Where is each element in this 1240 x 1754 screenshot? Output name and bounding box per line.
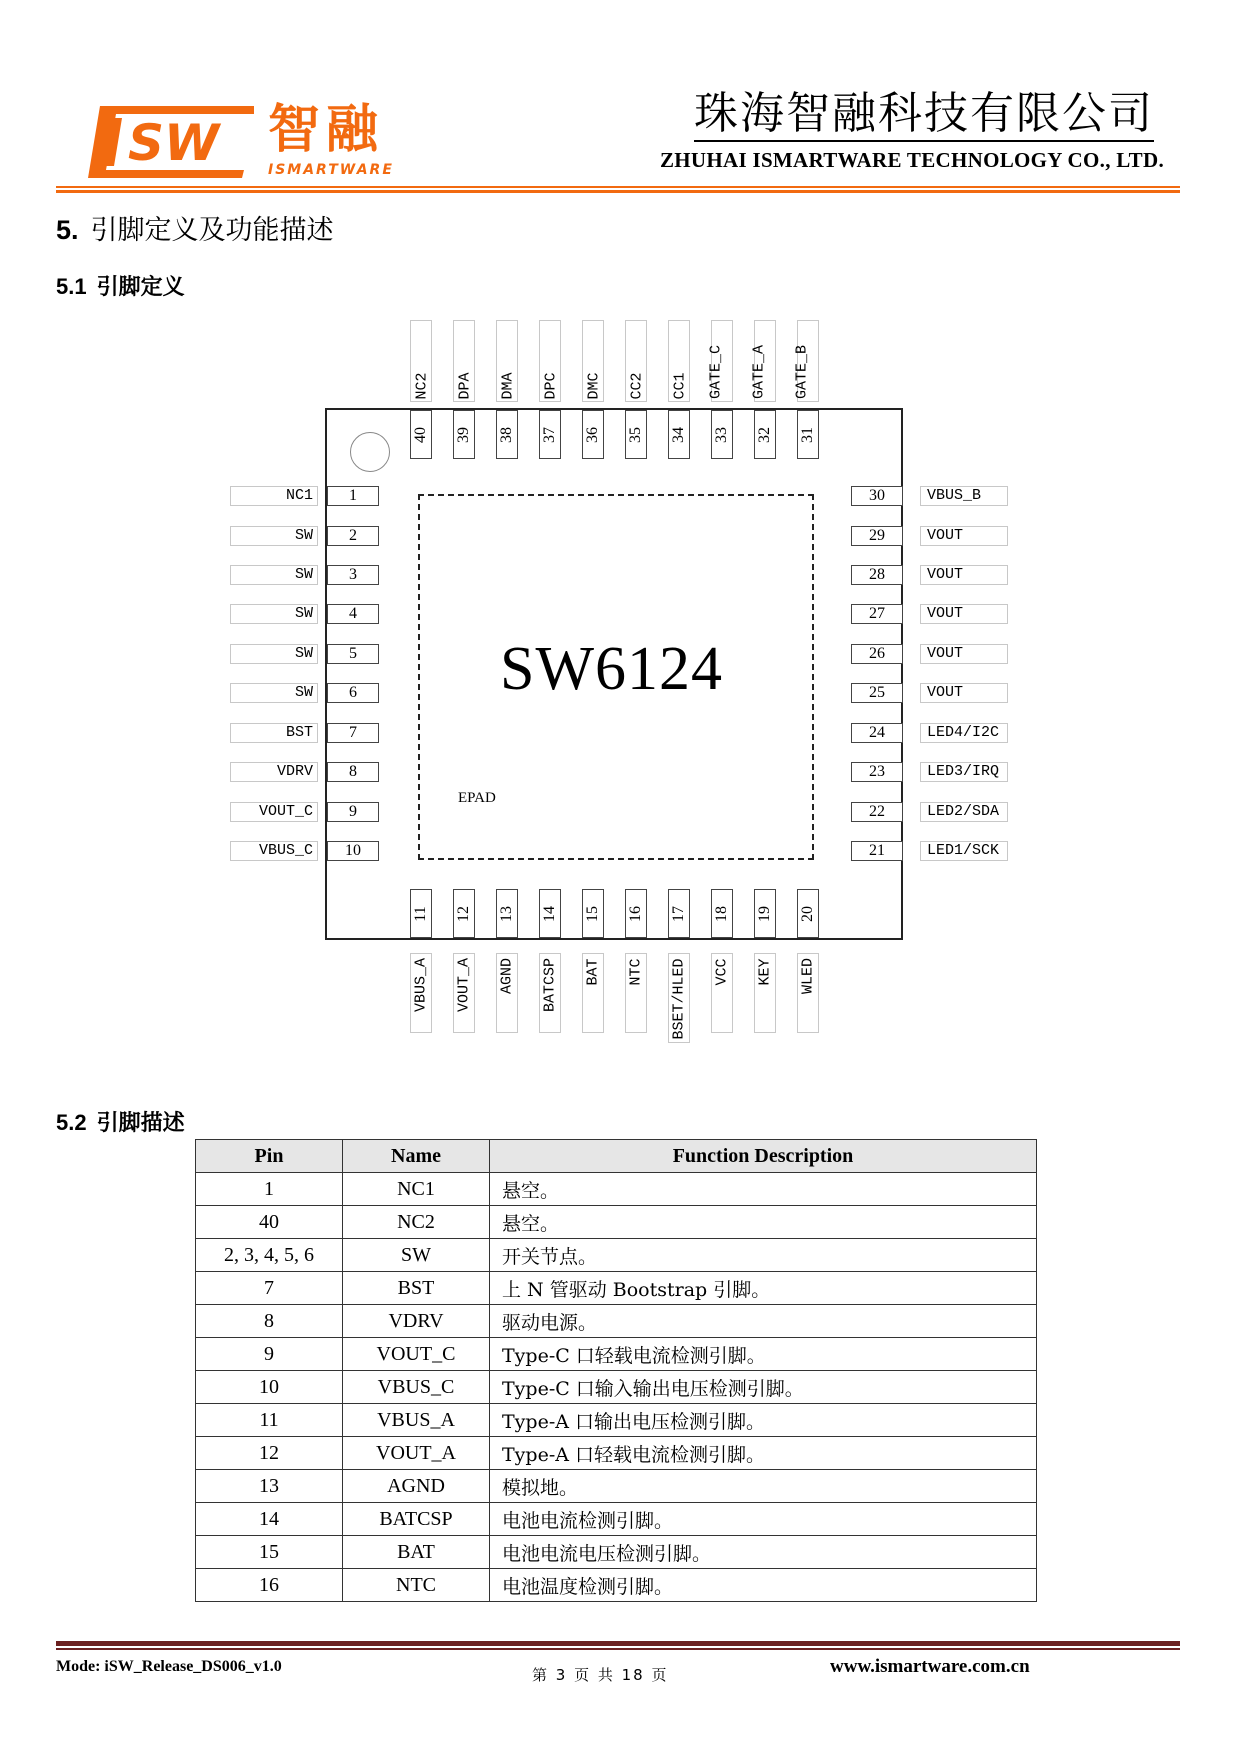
cell-pin: 16 (196, 1569, 343, 1602)
cell-description: Type-A 口输出电压检测引脚。 (490, 1404, 1037, 1437)
pin-number-box (711, 410, 733, 459)
pin-number-box (496, 889, 518, 938)
pin-number-text: 16 (627, 905, 644, 922)
subsection-heading-pin-definition (56, 270, 185, 301)
pin-name-label: SW (230, 526, 318, 546)
pin-number-text: 13 (498, 905, 515, 922)
pin-name-label (707, 320, 733, 402)
pin-number-box (668, 410, 690, 459)
pin-name-label: LED1/SCK (920, 841, 1008, 861)
table-row (196, 1503, 1037, 1536)
pin-number-text: 18 (713, 905, 730, 922)
company-name-english: ZHUHAI ISMARTWARE TECHNOLOGY CO., LTD. (659, 148, 1164, 172)
cell-pin: 9 (196, 1338, 343, 1371)
table-row (196, 1272, 1037, 1305)
subsection-number: 5.2 (56, 1110, 87, 1135)
pin-name-label: LED3/IRQ (920, 762, 1008, 782)
table-header-row (196, 1140, 1037, 1173)
pin-number-box: 24 (851, 723, 903, 743)
pin-name-label: VBUS_C (230, 841, 318, 861)
column-header-function: Function Description (490, 1140, 1037, 1173)
pin-name-label: LED4/I2C (920, 723, 1008, 743)
cell-description: 上 N 管驱动 Bootstrap 引脚。 (490, 1272, 1037, 1305)
column-header-pin: Pin (196, 1140, 343, 1173)
pin-number-box: 4 (327, 604, 379, 624)
pin-number-box (496, 410, 518, 459)
pin-name-label (668, 320, 690, 402)
cell-name: SW (343, 1239, 490, 1272)
cell-name: VOUT_C (343, 1338, 490, 1371)
pin-name-label: SW (230, 644, 318, 664)
pin-number-box: 5 (327, 644, 379, 664)
cell-description: 悬空。 (490, 1173, 1037, 1206)
pin-number-box: 29 (851, 526, 903, 546)
table-row (196, 1536, 1037, 1569)
pin-description-table (195, 1139, 1037, 1602)
cell-name: NTC (343, 1569, 490, 1602)
pin-name-label: VDRV (230, 762, 318, 782)
table-row (196, 1173, 1037, 1206)
cell-description: 悬空。 (490, 1206, 1037, 1239)
pin-number-box (410, 410, 432, 459)
table-row (196, 1305, 1037, 1338)
table-row (196, 1437, 1037, 1470)
pin-name-text: VCC (713, 957, 731, 986)
cell-pin: 14 (196, 1503, 343, 1536)
pin-name-text: DMA (499, 371, 517, 400)
website-link[interactable]: www.ismartware.com.cn (830, 1656, 1030, 1677)
pin-number-box: 8 (327, 762, 379, 782)
pin-name-text: NTC (627, 957, 645, 986)
pin-name-label (410, 953, 432, 1033)
header-rule-thick (56, 190, 1180, 193)
pin-name-label: LED2/SDA (920, 802, 1008, 822)
header-rule (56, 186, 1180, 188)
pin-number-box (797, 889, 819, 938)
cell-name: VBUS_C (343, 1371, 490, 1404)
pin-name-label: SW (230, 604, 318, 624)
subsection-title: 引脚定义 (96, 275, 185, 300)
table-row (196, 1404, 1037, 1437)
pin-number-box: 21 (851, 841, 903, 861)
pin-number-text: 37 (541, 426, 558, 443)
pin-name-label: VBUS_B (920, 486, 1008, 506)
pin-name-label (797, 953, 819, 1033)
cell-description: Type-C 口输入输出电压检测引脚。 (490, 1371, 1037, 1404)
cell-description: 驱动电源。 (490, 1305, 1037, 1338)
pin-number-box (711, 889, 733, 938)
pin-number-text: 20 (799, 905, 816, 922)
page-number: 第 3 页 共 18 页 (532, 1666, 669, 1684)
column-header-name: Name (343, 1140, 490, 1173)
pin-name-label (754, 953, 776, 1033)
pin-name-text: CC1 (671, 371, 689, 400)
pin-name-text: GATE_B (793, 344, 811, 400)
pin-name-label: BST (230, 723, 318, 743)
pin-name-label (625, 953, 647, 1033)
pin-name-label: NC1 (230, 486, 318, 506)
cell-pin: 8 (196, 1305, 343, 1338)
company-name-chinese: 珠海智融科技有限公司 (694, 88, 1154, 142)
pin-name-label: VOUT (920, 526, 1008, 546)
pin-number-box: 30 (851, 486, 903, 506)
table-row (196, 1470, 1037, 1503)
pin-number-box (453, 889, 475, 938)
pin-name-label: SW (230, 565, 318, 585)
cell-pin: 2, 3, 4, 5, 6 (196, 1239, 343, 1272)
pin-number-box: 10 (327, 841, 379, 861)
pin-name-label (793, 320, 819, 402)
pin-name-label (410, 320, 432, 402)
pin-number-box: 6 (327, 683, 379, 703)
subsection-title: 引脚描述 (96, 1111, 185, 1136)
pin-number-box: 27 (851, 604, 903, 624)
cell-name: BST (343, 1272, 490, 1305)
pin-name-label (582, 320, 604, 402)
cell-name: NC2 (343, 1206, 490, 1239)
cell-description: 电池温度检测引脚。 (490, 1569, 1037, 1602)
table-row (196, 1569, 1037, 1602)
table-row (196, 1338, 1037, 1371)
pin-number-box (797, 410, 819, 459)
pin-name-text: GATE_A (750, 344, 768, 400)
pin-name-label: VOUT (920, 644, 1008, 664)
pin-name-text: VOUT_A (455, 957, 473, 1013)
pin-number-box: 26 (851, 644, 903, 664)
pin-number-box (625, 889, 647, 938)
section-number: 5. (56, 215, 79, 245)
pin-number-text: 38 (498, 426, 515, 443)
pin-number-box: 23 (851, 762, 903, 782)
pin-name-label: VOUT_C (230, 802, 318, 822)
cell-name: VBUS_A (343, 1404, 490, 1437)
cell-description: 开关节点。 (490, 1239, 1037, 1272)
pin-number-box: 9 (327, 802, 379, 822)
pin-name-label (496, 320, 518, 402)
pin-number-box (453, 410, 475, 459)
pin-name-label (668, 953, 690, 1043)
cell-pin: 12 (196, 1437, 343, 1470)
pin-name-label (453, 953, 475, 1033)
cell-name: VDRV (343, 1305, 490, 1338)
cell-pin: 13 (196, 1470, 343, 1503)
pin-number-text: 32 (756, 426, 773, 443)
document-mode-label: Mode: iSW_Release_DS006_v1.0 (56, 1658, 282, 1675)
pin-name-label (625, 320, 647, 402)
cell-name: AGND (343, 1470, 490, 1503)
pin-name-label (539, 953, 561, 1033)
cell-name: BATCSP (343, 1503, 490, 1536)
pin-number-box (582, 889, 604, 938)
pin-name-text: CC2 (628, 371, 646, 400)
pin-name-text: GATE_C (707, 344, 725, 400)
cell-pin: 15 (196, 1536, 343, 1569)
pin-name-text: VBUS_A (412, 957, 430, 1013)
pin-number-box (668, 889, 690, 938)
pin-number-box (539, 410, 561, 459)
pin-number-text: 36 (584, 426, 601, 443)
cell-description: 电池电流电压检测引脚。 (490, 1536, 1037, 1569)
pin-name-label (582, 953, 604, 1033)
pin-number-text: 15 (584, 905, 601, 922)
cell-pin: 11 (196, 1404, 343, 1437)
pin-number-text: 11 (412, 905, 429, 922)
pin-name-label (711, 953, 733, 1033)
pin-name-text: DPA (456, 371, 474, 400)
pin-number-box: 3 (327, 565, 379, 585)
pin-name-text: AGND (498, 957, 516, 995)
subsection-heading-pin-description (56, 1106, 185, 1137)
footer-rule (56, 1648, 1180, 1650)
pin-name-text: DPC (542, 371, 560, 400)
cell-name: BAT (343, 1536, 490, 1569)
pin-number-text: 12 (455, 905, 472, 922)
pin-name-text: BSET/HLED (670, 957, 688, 1040)
logo-chinese-text: 智融 (268, 100, 385, 160)
cell-name: NC1 (343, 1173, 490, 1206)
cell-name: VOUT_A (343, 1437, 490, 1470)
pin-number-text: 33 (713, 426, 730, 443)
cell-pin: 40 (196, 1206, 343, 1239)
pin-number-text: 14 (541, 905, 558, 922)
pin-name-text: NC2 (413, 371, 431, 400)
pin-name-text: KEY (756, 957, 774, 986)
table-row (196, 1371, 1037, 1404)
pin-name-label: VOUT (920, 604, 1008, 624)
pin-name-text: BATCSP (541, 957, 559, 1013)
pin-number-text: 34 (670, 426, 687, 443)
company-logo-mark (86, 104, 256, 180)
pin-number-text: 17 (670, 905, 687, 922)
pin-number-box (625, 410, 647, 459)
logo-english-text: ISMARTWARE (268, 162, 394, 178)
isw-logo-icon (86, 104, 256, 180)
pin-name-label: VOUT (920, 683, 1008, 703)
pin-name-text: DMC (585, 371, 603, 400)
cell-pin: 1 (196, 1173, 343, 1206)
pin-number-text: 31 (799, 426, 816, 443)
cell-description: Type-C 口轻载电流检测引脚。 (490, 1338, 1037, 1371)
epad-label: EPAD (458, 790, 496, 806)
pin-number-box (539, 889, 561, 938)
cell-pin: 10 (196, 1371, 343, 1404)
pin-name-label (539, 320, 561, 402)
cell-description: 模拟地。 (490, 1470, 1037, 1503)
pin-number-text: 40 (412, 426, 429, 443)
pin-number-box: 7 (327, 723, 379, 743)
pin-name-label (453, 320, 475, 402)
part-number-label: SW6124 (500, 635, 723, 703)
pin-name-label (496, 953, 518, 1033)
pin-name-text: BAT (584, 957, 602, 986)
section-title: 引脚定义及功能描述 (90, 215, 334, 246)
pin-number-box (410, 889, 432, 938)
cell-pin: 7 (196, 1272, 343, 1305)
subsection-number: 5.1 (56, 274, 87, 299)
svg-text:SW: SW (128, 114, 220, 172)
pin-name-label: VOUT (920, 565, 1008, 585)
pin-name-label (750, 320, 776, 402)
cell-description: 电池电流检测引脚。 (490, 1503, 1037, 1536)
cell-description: Type-A 口轻载电流检测引脚。 (490, 1437, 1037, 1470)
section-heading (56, 208, 334, 247)
pin-name-label: SW (230, 683, 318, 703)
pin-number-box: 28 (851, 565, 903, 585)
pin-number-text: 19 (756, 905, 773, 922)
pin-number-box (754, 889, 776, 938)
pin-number-box: 25 (851, 683, 903, 703)
pin-name-text: WLED (799, 957, 817, 995)
pin-number-box (754, 410, 776, 459)
table-row (196, 1239, 1037, 1272)
pin1-indicator-circle (350, 432, 390, 472)
pin-number-text: 35 (627, 426, 644, 443)
pin-number-box: 2 (327, 526, 379, 546)
pin-number-box (582, 410, 604, 459)
table-row (196, 1206, 1037, 1239)
footer-rule-thick (56, 1641, 1180, 1646)
pin-number-text: 39 (455, 426, 472, 443)
pin-number-box: 22 (851, 802, 903, 822)
pin-number-box: 1 (327, 486, 379, 506)
